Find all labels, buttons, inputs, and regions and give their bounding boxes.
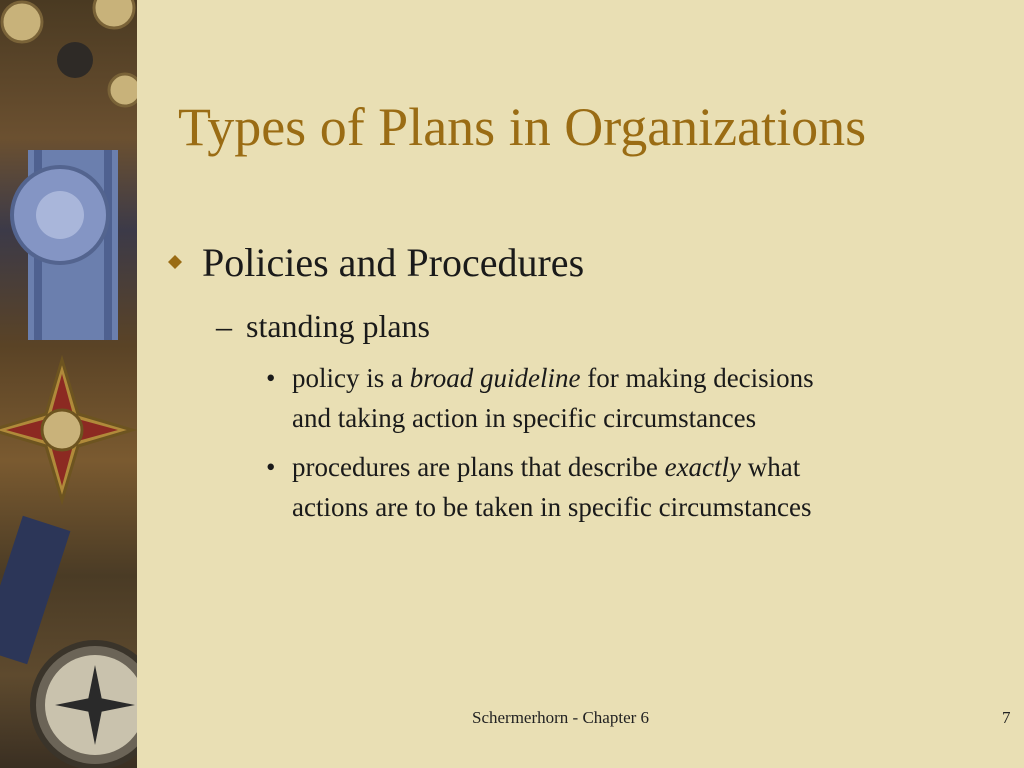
bullet-level-1-text: Policies and Procedures xyxy=(202,239,585,285)
bullet-line xyxy=(292,447,972,487)
text-run: what xyxy=(741,452,801,482)
bullet-line xyxy=(292,358,972,398)
page-number: 7 xyxy=(1002,708,1011,727)
emphasized-text: exactly xyxy=(664,452,742,482)
bullet-level-1 xyxy=(168,234,584,290)
dash-marker: – xyxy=(216,307,232,344)
slide-title: Types of Plans in Organizations xyxy=(178,97,867,157)
diamond-bullet-icon xyxy=(168,255,182,269)
bullet-dot-marker: • xyxy=(266,363,276,393)
text-run: policy is a xyxy=(292,363,410,393)
medals-illustration xyxy=(0,0,137,768)
bullet-line: and taking action in specific circumstances xyxy=(292,403,757,433)
slide-footer: Schermerhorn - Chapter 6 xyxy=(472,708,650,727)
bullet-level-2-text: standing plans xyxy=(246,307,430,344)
bullet-line: actions are to be taken in specific circumstances xyxy=(292,492,812,522)
text-run: for making decisions xyxy=(580,363,814,393)
emphasized-text: broad guideline xyxy=(409,363,581,393)
text-run: procedures are plans that describe xyxy=(292,452,665,482)
bullet-level-2 xyxy=(216,304,430,348)
bullet-dot-marker: • xyxy=(266,452,276,482)
decorative-medals-image xyxy=(0,0,137,768)
